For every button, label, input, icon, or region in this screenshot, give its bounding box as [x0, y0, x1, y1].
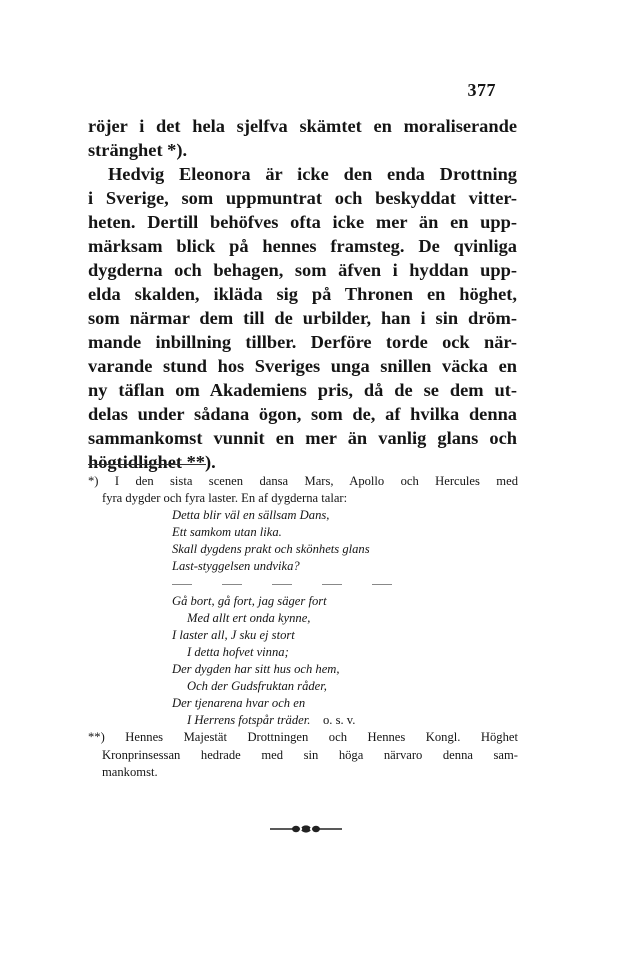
- footnote-1-line: fyra dygder och fyra laster. En af dygderna talar:: [102, 491, 348, 506]
- text-line: ny täflan om Akademiens pris, då de se dem ut-: [88, 380, 517, 400]
- verse-separator: [88, 576, 518, 593]
- dash: [322, 584, 342, 585]
- verse-line: Last-styggelsen undvika?: [172, 559, 300, 574]
- verse-line: Och der Gudsfruktan råder,: [187, 679, 327, 694]
- page-number: 377: [467, 80, 496, 100]
- text-line: i Sverige, som uppmuntrat och beskyddat vitter-: [88, 188, 517, 208]
- text-line: elda skalden, ikläda sig på Thronen en höghet,: [88, 284, 517, 304]
- tailpiece-ornament: [270, 824, 342, 834]
- verse-line: Detta blir väl en sällsam Dans,: [172, 508, 330, 523]
- text-line: Hedvig Eleonora är icke den enda Drottning: [108, 164, 517, 184]
- text-line: mande inbillning tillber. Derföre torde ock när-: [88, 332, 517, 352]
- text-line: dygderna och behagen, som äfven i hyddan upp-: [88, 260, 517, 280]
- verse-line: Med allt ert onda kynne,: [187, 610, 311, 625]
- etc-abbreviation: o. s. v.: [322, 713, 356, 728]
- footnote-2-line: **) Hennes Majestät Drottningen och Hennes Kongl. Höghet: [88, 730, 518, 745]
- text-line: som närmar dem till de urbilder, han i sin dröm-: [88, 308, 517, 328]
- text-line: delas under sådana ögon, som de, af hvilka denna: [88, 404, 517, 424]
- dash: [222, 584, 242, 585]
- verse-line: Gå bort, gå fort, jag säger fort: [172, 593, 327, 608]
- footnote-2-line: Kronprinsessan hedrade med sin höga närvaro denna sam-: [102, 747, 518, 762]
- verse-line: I laster all, J sku ej stort: [172, 627, 295, 642]
- verse-line: I detta hofvet vinna;: [187, 644, 289, 659]
- text-line: märksam blick på hennes framsteg. De qvinliga: [88, 236, 517, 256]
- text-line: heten. Dertill behöfves ofta icke mer än en upp-: [88, 212, 517, 232]
- text-line: stränghet *).: [88, 140, 188, 160]
- text-line: röjer i det hela sjelfva skämtet en moraliserande: [88, 116, 517, 136]
- verse-line: Skall dygdens prakt och skönhets glans: [172, 542, 370, 557]
- dash: [372, 584, 392, 585]
- dash: [272, 584, 292, 585]
- verse-line: Der tjenarena hvar och en: [172, 696, 306, 711]
- footnote-rule: [88, 464, 206, 465]
- text-line: varande stund hos Sveriges unga snillen väcka en: [88, 356, 517, 376]
- verse-line: Ett samkom utan lika.: [172, 525, 282, 540]
- footnote-1-line: *) I den sista scenen dansa Mars, Apollo och Hercules med: [88, 474, 518, 488]
- main-text: [88, 114, 517, 474]
- dash: [172, 584, 192, 585]
- footnotes: [88, 473, 518, 781]
- text-line: högtidlighet **).: [88, 452, 216, 472]
- verse-line: [88, 712, 518, 729]
- text-line: sammankomst vunnit en mer än vanlig glans och: [88, 428, 517, 448]
- verse-line: Der dygden har sitt hus och hem,: [172, 662, 340, 677]
- footnote-2-line: mankomst.: [102, 764, 158, 779]
- verse-text: I Herrens fotspår träder.: [187, 713, 311, 728]
